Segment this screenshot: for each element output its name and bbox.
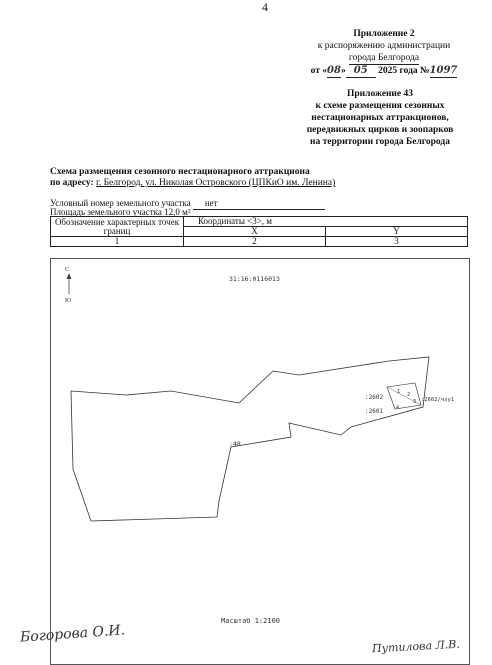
north-arrow-icon xyxy=(67,273,72,294)
order-number: 1097 xyxy=(429,65,458,76)
map-drawing xyxy=(51,259,469,664)
x-header: X xyxy=(184,227,326,237)
parcel-2601-label: :2601 xyxy=(365,408,384,415)
address: г. Белгород, ул. Николая Островского (ЦПКиО им. Ленина) xyxy=(96,178,336,188)
y-header: Y xyxy=(326,227,468,237)
appendix-2-block xyxy=(304,28,464,78)
cadastral-value: нет xyxy=(193,198,325,210)
page-number: 4 xyxy=(262,0,268,14)
scheme-title: Схема размещения сезонного нестационарного аттракциона xyxy=(50,167,310,177)
col-points-header: Обозначение характерных точек границ xyxy=(51,217,184,237)
map-area xyxy=(50,258,470,665)
point-4-label: 4 xyxy=(396,405,400,411)
parcel-48-outline xyxy=(71,357,429,521)
cadastral-line: Условный номер земельного участка нет xyxy=(50,198,325,210)
appendix-2-line1: к распоряжению администрации xyxy=(317,41,451,51)
point-3-label: 3 xyxy=(413,399,417,405)
north-label: С xyxy=(65,267,70,273)
appendix-43-line4: на территории города Белгорода xyxy=(310,137,450,147)
parcel-2602-label: :2602 xyxy=(365,394,384,401)
scheme-title-block xyxy=(50,167,335,189)
appendix-43-line3: передвижных цирков и зоопарков xyxy=(306,125,454,135)
scale-label: Масштаб 1:2100 xyxy=(221,617,281,625)
date-month: 05 xyxy=(346,65,376,78)
signature-left: Богорова О.И. xyxy=(19,622,126,646)
num-cell-3: 3 xyxy=(326,237,468,247)
signature-right: Путилова Л.В. xyxy=(371,637,461,656)
south-label: Ю xyxy=(65,298,72,304)
appendix-2-title: Приложение 2 xyxy=(353,29,415,39)
parcel-2602-chzu1-label: :2602/чзу1 xyxy=(421,397,455,403)
appendix-43-line1: к схеме размещения сезонных xyxy=(315,101,445,111)
col-coords-header: Координаты <3>, м xyxy=(184,217,468,227)
date-day: 08 xyxy=(327,65,341,76)
num-cell-1: 1 xyxy=(51,237,184,247)
address-prefix: по адресу: xyxy=(50,178,94,188)
point-1-label: 1 xyxy=(397,389,401,395)
area-line: Площадь земельного участка 12,0 м² xyxy=(50,207,191,217)
parcel-48-label: :48 xyxy=(229,440,241,448)
appendix-43-block xyxy=(290,88,470,148)
appendix-2-date-line: от «08» 05 2025 года №1097 xyxy=(310,65,458,76)
coordinates-table xyxy=(50,216,468,247)
quarter-label: 31:16:0116013 xyxy=(229,275,280,283)
num-cell-2: 2 xyxy=(184,237,326,247)
appendix-2-line2: города Белгорода xyxy=(348,53,420,63)
appendix-43-title: Приложение 43 xyxy=(346,89,413,99)
table-row xyxy=(51,237,468,247)
appendix-43-line2: нестационарных аттракционов, xyxy=(311,113,449,123)
table-row xyxy=(51,217,468,227)
point-2-label: 2 xyxy=(407,392,411,398)
